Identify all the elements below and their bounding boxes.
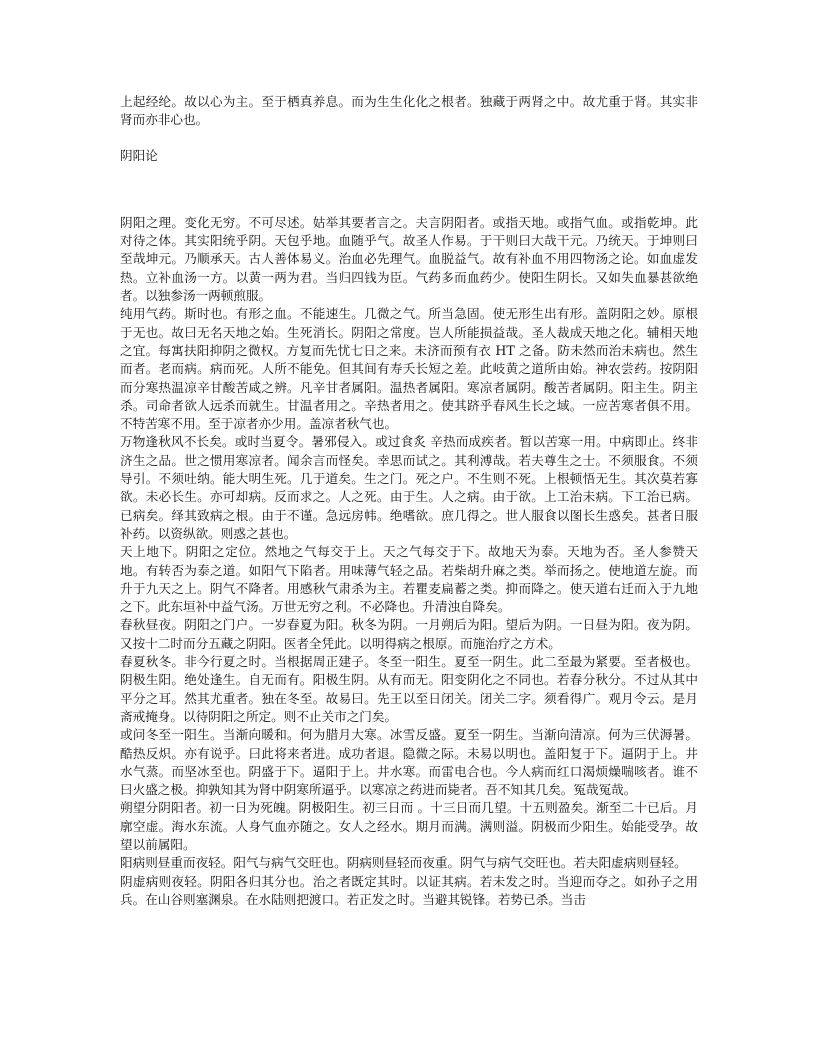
spacer — [120, 130, 698, 147]
body-paragraph: 阳病则昼重而夜轻。阳气与病气交旺也。阴病则昼轻而夜重。阴气与病气交旺也。若夫阳虚病则昼轻。 — [120, 855, 687, 871]
intro-paragraph: 上起经纶。故以心为主。至于栖真养息。而为生生化化之根者。独藏于两肾之中。故尤重于肾。其实非肾而亦非心也。 — [120, 94, 698, 128]
body-paragraph: 阴阳之理。变化无穷。不可尽述。姑举其要者言之。夫言阴阳者。或指天地。或指气血。或指乾坤。此对待之体。其实阳统乎阴。天包乎地。血随乎气。故圣人作易。于干则曰大哉干元。乃统天。于坤则曰至哉坤元。乃顺承天。古人善体易义。治血必先理气。血脱益气。故有补血不用四物汤之论。如血虚发热。立补血汤一方。以黄一两为君。当归四钱为臣。气药多而血药少。使阳生阴长。又如失血暴甚欲绝者。以独参汤一两顿煎服。 — [120, 214, 698, 304]
body-paragraph: 纯用气药。斯时也。有形之血。不能速生。几微之气。所当急固。使无形生出有形。盖阴阳之妙。原根于无也。故曰无名天地之始。生死消长。阴阳之常度。岂人所能损益哉。圣人裁成天地之化。辅相天地之宜。每寓扶阳抑阴之微权。方复而先忧七日之来。未济而预有衣 HT 之备。防未然而治未病也。然生而者。老而病。病而死。人所不能免。但其间有寿夭长短之差。此岐黄之道所由始。神农尝药。按阴阳而分寒热温凉辛甘酸苦咸之辨。凡辛甘者属阳。温热者属阳。寒凉者属阴。酸苦者属阴。阳主生。阴主杀。司命者欲人远杀而就生。甘温者用之。辛热者用之。使其跻乎春风生长之域。一应苦寒者俱不用。不特苦寒不用。至于凉者亦少用。盖凉者秋气也。 — [120, 306, 698, 432]
body-paragraph: 天上地下。阴阳之定位。然地之气每交于上。天之气每交于下。故地天为泰。天地为否。圣人参赞天地。有转否为泰之道。如阳气下陷者。用味薄气轻之品。若柴胡升麻之类。举而扬之。使地道左旋。而升于九天之上。阴气不降者。用感秋气肃杀为主。若瞿麦扁蓄之类。抑而降之。使天道右迁而入于九地之下。此东垣补中益气汤。万世无穷之利。不必降也。升清浊自降矣。 — [120, 544, 698, 615]
body-paragraph: 或问冬至一阳生。当渐向暖和。何为腊月大寒。冰雪反盛。夏至一阴生。当渐向清凉。何为三伏溽暑。酷热反炽。亦有说乎。曰此将来者进。成功者退。隐微之际。未易以明也。盖阳复于下。逼阴于上。井水气蒸。而坚冰至也。阴盛于下。逼阳于上。井水寒。而雷电合也。今人病而红口渴烦燥喘咳者。谁不曰火盛之极。抑孰知其为肾中阴寒所逼乎。以寒凉之药进而毙者。吾不知其几矣。冤哉冤哉。 — [120, 727, 698, 798]
body-paragraph: 朔望分阴阳者。初一日为死魄。阴极阳生。初三日而 。十三日而几望。十五则盈矣。渐至二十已后。月廓空虚。海水东流。人身气血亦随之。女人之经水。期月而满。满则溢。阴极而少阳生。始能受孕。故望以前属阳。 — [120, 800, 698, 852]
body-paragraph: 万物逢秋风不长矣。或时当夏令。暑邪侵入。或过食炙 辛热而成疾者。暂以苦寒一用。中病即止。终非济生之品。世之惯用寒凉者。闻余言而怪矣。幸思而试之。其利溥哉。若夫尊生之士。不须服食。不须导引。不须吐纳。能大明生死。几于道矣。生之门。死之户。不生则不死。上根顿悟无生。其次莫若寡欲。未必长生。亦可却病。反而求之。人之死。由于生。人之病。由于欲。上工治未病。下工治已病。已病矣。绎其致病之根。由于不谨。急远房帏。绝嗜欲。庶几得之。世人服食以图长生惑矣。甚者日服补药。以资纵欲。则惑之甚也。 — [120, 434, 698, 541]
body-paragraph: 春秋昼夜。阴阳之门户。一岁春夏为阳。秋冬为阴。一月朔后为阳。望后为阴。一日昼为阳。夜为阴。又按十二时而分五藏之阴阳。医者全凭此。以明得病之根原。而施治疗之方术。 — [120, 617, 698, 651]
spacer — [120, 165, 698, 214]
body-paragraph: 阴虚病则夜轻。阴阳各归其分也。治之者既定其时。以证其病。若未发之时。当迎而夺之。如孙子之用兵。在山谷则塞渊泉。在水陆则把渡口。若正发之时。当避其锐锋。若势已杀。当击 — [120, 873, 698, 907]
section-heading: 阴阳论 — [120, 147, 158, 163]
document-page — [120, 93, 698, 909]
body-paragraph: 春夏秋冬。非今行夏之时。当根据周正建子。冬至一阳生。夏至一阴生。此二至最为紧要。至者极也。阴极生阳。绝处逢生。自无而有。阳极生阴。从有而无。阳变阴化之不同也。若春分秋分。不过从其中平分之耳。然其尤重者。独在冬至。故易曰。先王以至日闭关。闭关二字。须看得广。观月令云。是月斋戒掩身。以待阴阳之所定。则不止关市之门矣。 — [120, 654, 698, 724]
